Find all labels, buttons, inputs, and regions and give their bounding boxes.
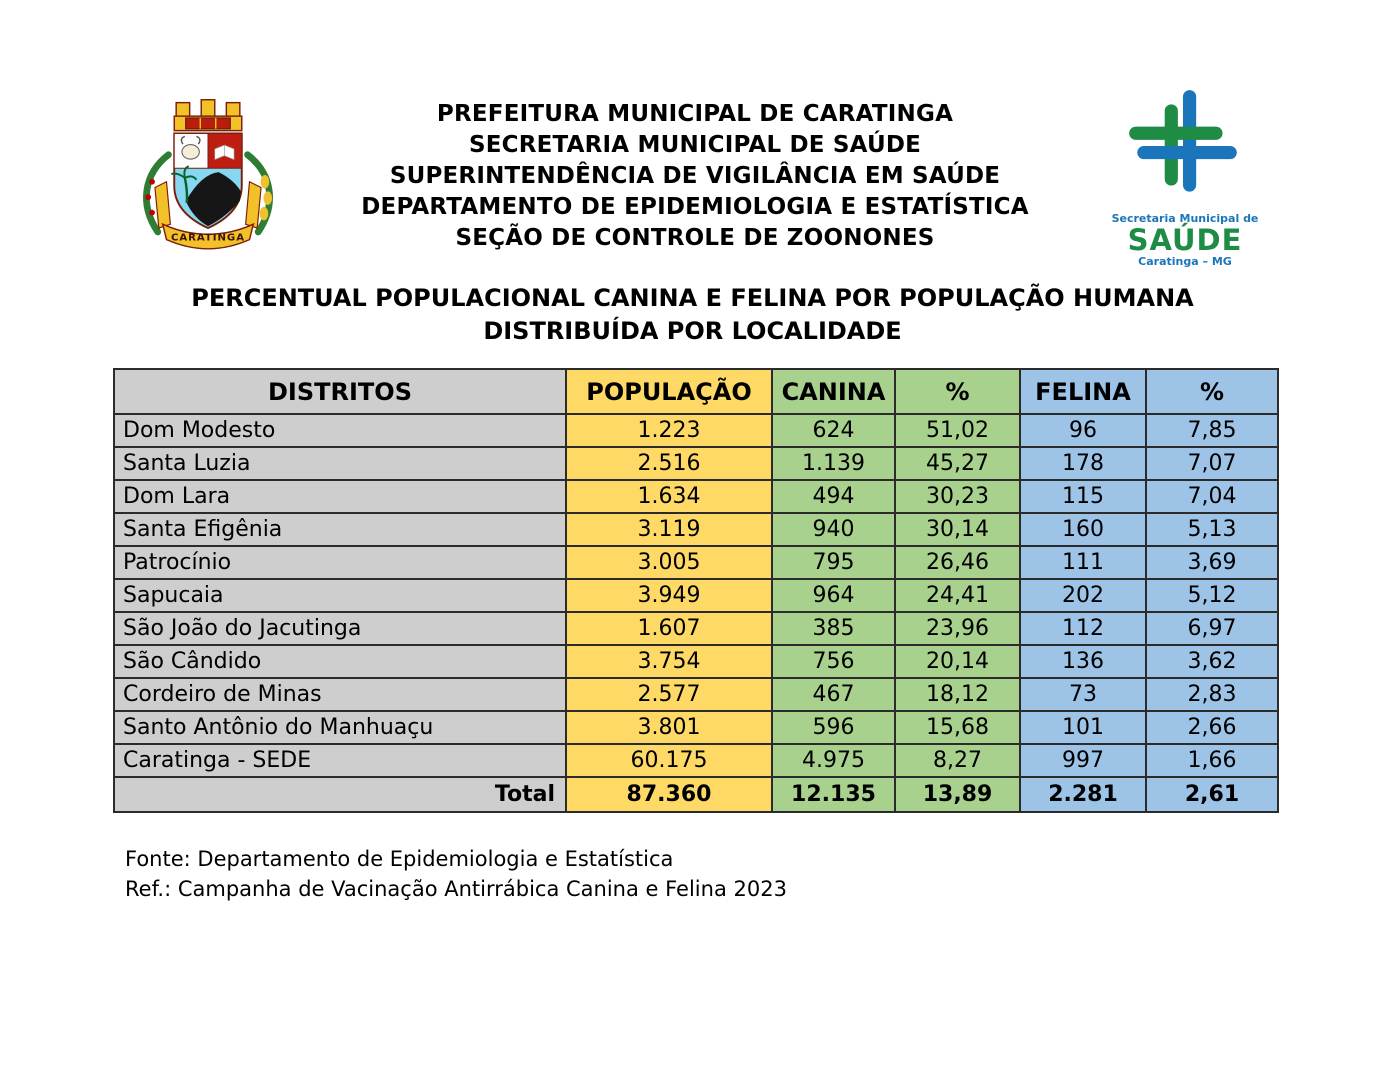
table-cell: 3.949 — [566, 579, 772, 612]
table-header-row — [114, 369, 1278, 414]
table-total-row — [114, 777, 1278, 812]
org-line: DEPARTAMENTO DE EPIDEMIOLOGIA E ESTATÍSTICA — [361, 194, 1029, 220]
table-cell: 964 — [772, 579, 895, 612]
org-line: PREFEITURA MUNICIPAL DE CARATINGA — [436, 101, 954, 127]
table-cell: 15,68 — [895, 711, 1020, 744]
table-cell: Dom Lara — [114, 480, 566, 513]
page-title — [0, 282, 1385, 348]
table-cell: 12.135 — [772, 777, 895, 812]
table-cell: 160 — [1020, 513, 1146, 546]
col-header-felina-pct: % — [1146, 369, 1278, 414]
table-cell: 1.139 — [772, 447, 895, 480]
coffee-berry-icon — [149, 179, 155, 185]
table-cell: 1.607 — [566, 612, 772, 645]
table-cell: 2.577 — [566, 678, 772, 711]
caratinga-crest-icon — [126, 93, 290, 257]
health-cross-icon — [1119, 88, 1251, 210]
table-cell: 115 — [1020, 480, 1146, 513]
table-cell: Dom Modesto — [114, 414, 566, 447]
table-cell: 96 — [1020, 414, 1146, 447]
banner-tail-icon — [155, 182, 170, 228]
table-cell: 73 — [1020, 678, 1146, 711]
table-cell: 1,66 — [1146, 744, 1278, 777]
table-cell: 1.223 — [566, 414, 772, 447]
table-cell: 45,27 — [895, 447, 1020, 480]
table-cell: 112 — [1020, 612, 1146, 645]
table-cell: 5,12 — [1146, 579, 1278, 612]
health-logo-line1: Secretaria Municipal de — [1111, 212, 1259, 225]
population-table — [113, 368, 1279, 813]
table-cell: 7,07 — [1146, 447, 1278, 480]
title-line2: DISTRIBUÍDA POR LOCALIDADE — [483, 317, 902, 345]
cow-head-icon — [182, 145, 199, 159]
corn-icon — [263, 191, 272, 205]
org-header — [295, 99, 1095, 254]
table-cell: 3.801 — [566, 711, 772, 744]
health-secretariat-logo — [1090, 88, 1280, 268]
table-cell: 5,13 — [1146, 513, 1278, 546]
table-cell: 2.516 — [566, 447, 772, 480]
crest-banner-text: CARATINGA — [171, 232, 245, 244]
banner-tail-icon — [246, 182, 261, 228]
table-row — [114, 546, 1278, 579]
col-header-populacao: POPULAÇÃO — [566, 369, 772, 414]
table-cell: 8,27 — [895, 744, 1020, 777]
org-line: SECRETARIA MUNICIPAL DE SAÚDE — [468, 132, 922, 158]
table-cell: 3.005 — [566, 546, 772, 579]
table-cell: 2,61 — [1146, 777, 1278, 812]
table-cell: Sapucaia — [114, 579, 566, 612]
table-cell: 13,89 — [895, 777, 1020, 812]
table-cell: 136 — [1020, 645, 1146, 678]
mural-crown-icon — [174, 100, 242, 131]
table-cell: 23,96 — [895, 612, 1020, 645]
table-cell: Santo Antônio do Manhuaçu — [114, 711, 566, 744]
table-cell: 596 — [772, 711, 895, 744]
table-cell: Total — [114, 777, 566, 812]
health-logo-line2: SAÚDE — [1127, 223, 1243, 257]
table-cell: 111 — [1020, 546, 1146, 579]
table-cell: 3.119 — [566, 513, 772, 546]
table-row — [114, 645, 1278, 678]
table-cell: 385 — [772, 612, 895, 645]
org-line: SUPERINTENDÊNCIA DE VIGILÂNCIA EM SAÚDE — [389, 163, 1001, 189]
table-row — [114, 579, 1278, 612]
table-row — [114, 513, 1278, 546]
table-row — [114, 711, 1278, 744]
table-cell: Cordeiro de Minas — [114, 678, 566, 711]
table-row — [114, 678, 1278, 711]
table-cell: 7,85 — [1146, 414, 1278, 447]
coffee-berry-icon — [149, 210, 155, 216]
table-cell: 1.634 — [566, 480, 772, 513]
table-cell: 997 — [1020, 744, 1146, 777]
col-header-canina: CANINA — [772, 369, 895, 414]
table-cell: Santa Luzia — [114, 447, 566, 480]
health-logo-line3: Caratinga – MG — [1138, 255, 1232, 268]
table-body — [114, 414, 1278, 812]
table-cell: 3,69 — [1146, 546, 1278, 579]
table-cell: 2.281 — [1020, 777, 1146, 812]
table-row — [114, 414, 1278, 447]
col-header-canina-pct: % — [895, 369, 1020, 414]
col-header-distritos: DISTRITOS — [114, 369, 566, 414]
table-cell: 30,23 — [895, 480, 1020, 513]
table-row — [114, 480, 1278, 513]
table-cell: 756 — [772, 645, 895, 678]
table-cell: 6,97 — [1146, 612, 1278, 645]
table-cell: 3.754 — [566, 645, 772, 678]
org-line: SEÇÃO DE CONTROLE DE ZOONONES — [455, 225, 935, 251]
table-cell: Santa Efigênia — [114, 513, 566, 546]
table-cell: 18,12 — [895, 678, 1020, 711]
table-cell: 940 — [772, 513, 895, 546]
table-cell: 60.175 — [566, 744, 772, 777]
table-cell: 2,66 — [1146, 711, 1278, 744]
title-line1: PERCENTUAL POPULACIONAL CANINA E FELINA POR POPULAÇÃO HUMANA — [191, 284, 1194, 312]
table-cell: 467 — [772, 678, 895, 711]
table-cell: 795 — [772, 546, 895, 579]
table-cell: Patrocínio — [114, 546, 566, 579]
table-cell: 7,04 — [1146, 480, 1278, 513]
table-row — [114, 744, 1278, 777]
coffee-berry-icon — [145, 194, 151, 200]
table-cell: 26,46 — [895, 546, 1020, 579]
table-cell: 624 — [772, 414, 895, 447]
table-cell: 20,14 — [895, 645, 1020, 678]
table-cell: 101 — [1020, 711, 1146, 744]
source-note: Fonte: Departamento de Epidemiologia e Estatística — [125, 847, 674, 871]
table-cell: São Cândido — [114, 645, 566, 678]
table-cell: 178 — [1020, 447, 1146, 480]
table-cell: 51,02 — [895, 414, 1020, 447]
table-cell: Caratinga - SEDE — [114, 744, 566, 777]
table-cell: São João do Jacutinga — [114, 612, 566, 645]
corn-icon — [260, 207, 269, 221]
corn-icon — [261, 175, 270, 189]
col-header-felina: FELINA — [1020, 369, 1146, 414]
reference-note: Ref.: Campanha de Vacinação Antirrábica Canina e Felina 2023 — [125, 877, 787, 901]
table-cell: 3,62 — [1146, 645, 1278, 678]
table-row — [114, 612, 1278, 645]
table-cell: 202 — [1020, 579, 1146, 612]
table-cell: 2,83 — [1146, 678, 1278, 711]
footer-notes — [125, 844, 787, 904]
table-cell: 494 — [772, 480, 895, 513]
table-cell: 4.975 — [772, 744, 895, 777]
table-cell: 30,14 — [895, 513, 1020, 546]
table-row — [114, 447, 1278, 480]
table-cell: 87.360 — [566, 777, 772, 812]
table-cell: 24,41 — [895, 579, 1020, 612]
